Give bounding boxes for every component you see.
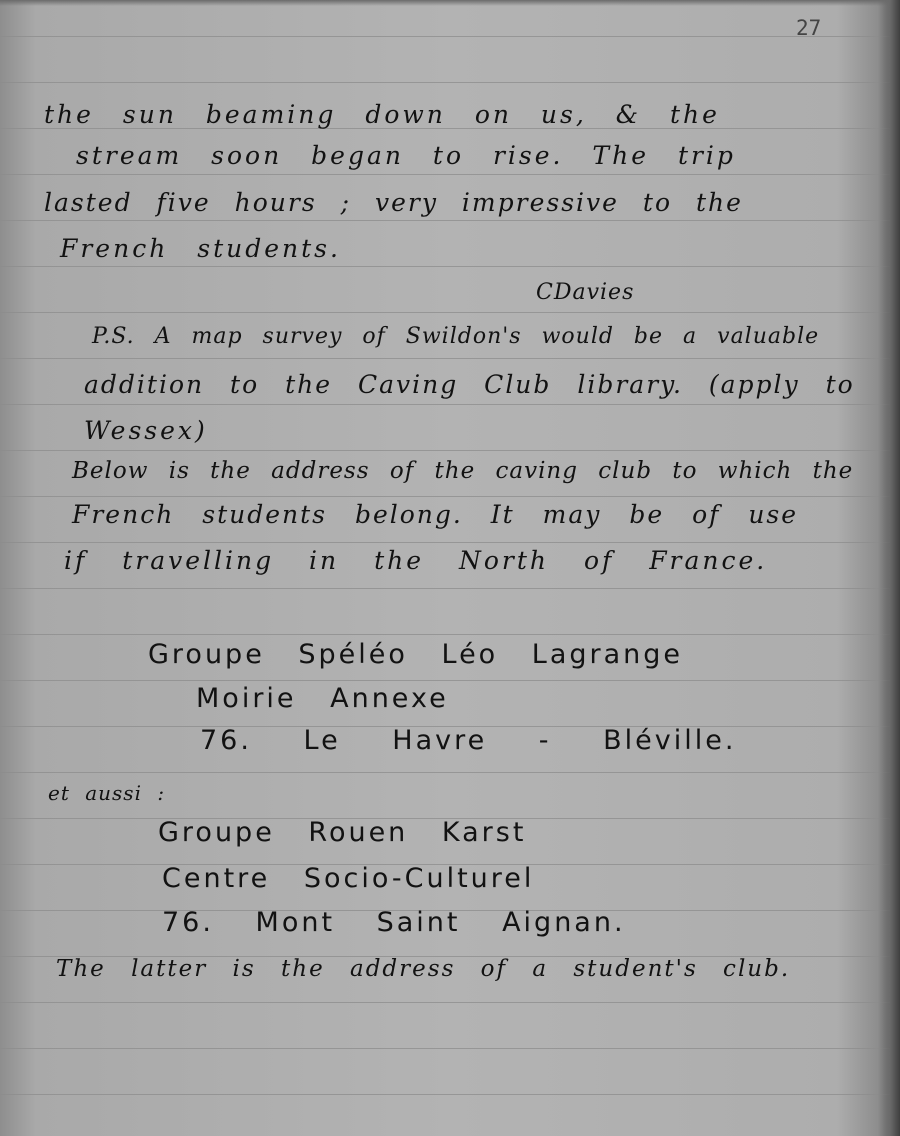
ruled-line xyxy=(0,82,900,83)
club-address-line: Groupe Rouen Karst xyxy=(158,817,527,848)
signature: CDavies xyxy=(536,280,635,305)
handwritten-line: French students. xyxy=(60,234,341,263)
handwritten-line: if travelling in the North of France. xyxy=(64,546,768,575)
page-top-edge xyxy=(0,0,900,6)
ruled-line xyxy=(0,404,900,405)
handwritten-line: P.S. A map survey of Swildon's would be a valuable xyxy=(92,324,820,349)
ruled-line xyxy=(0,680,900,681)
ruled-line xyxy=(0,1002,900,1003)
ruled-line xyxy=(0,266,900,267)
handwritten-line: Below is the address of the caving club to which the xyxy=(72,458,854,484)
handwritten-line: Wessex) xyxy=(84,416,208,445)
handwritten-line: stream soon began to rise. The trip xyxy=(76,141,736,170)
ruled-line xyxy=(0,588,900,589)
ruled-line xyxy=(0,358,900,359)
handwritten-line: et aussi : xyxy=(48,781,166,805)
ruled-line xyxy=(0,220,900,221)
page-number: 27 xyxy=(796,16,822,40)
ruled-line xyxy=(0,634,900,635)
page-right-edge xyxy=(878,0,900,1136)
ruled-line xyxy=(0,542,900,543)
handwritten-line: the sun beaming down on us, & the xyxy=(44,100,720,129)
club-address-line: 76. Le Havre - Bléville. xyxy=(200,725,737,756)
club-address-line: Groupe Spéléo Léo Lagrange xyxy=(148,639,684,670)
ruled-line xyxy=(0,772,900,773)
handwritten-line: addition to the Caving Club library. (apply to xyxy=(84,370,855,399)
club-address-line: Centre Socio-Culturel xyxy=(162,863,535,894)
handwritten-line: French students belong. It may be of use xyxy=(72,500,799,529)
ruled-line xyxy=(0,174,900,175)
ruled-line xyxy=(0,312,900,313)
handwritten-line: The latter is the address of a student's club. xyxy=(56,956,791,982)
club-address-line: 76. Mont Saint Aignan. xyxy=(162,907,626,938)
handwritten-line: lasted five hours ; very impressive to the xyxy=(44,188,743,217)
ruled-line xyxy=(0,1094,900,1095)
club-address-line: Moirie Annexe xyxy=(196,683,449,714)
ruled-line xyxy=(0,36,900,37)
ruled-line xyxy=(0,450,900,451)
ruled-line xyxy=(0,1048,900,1049)
ruled-line xyxy=(0,496,900,497)
